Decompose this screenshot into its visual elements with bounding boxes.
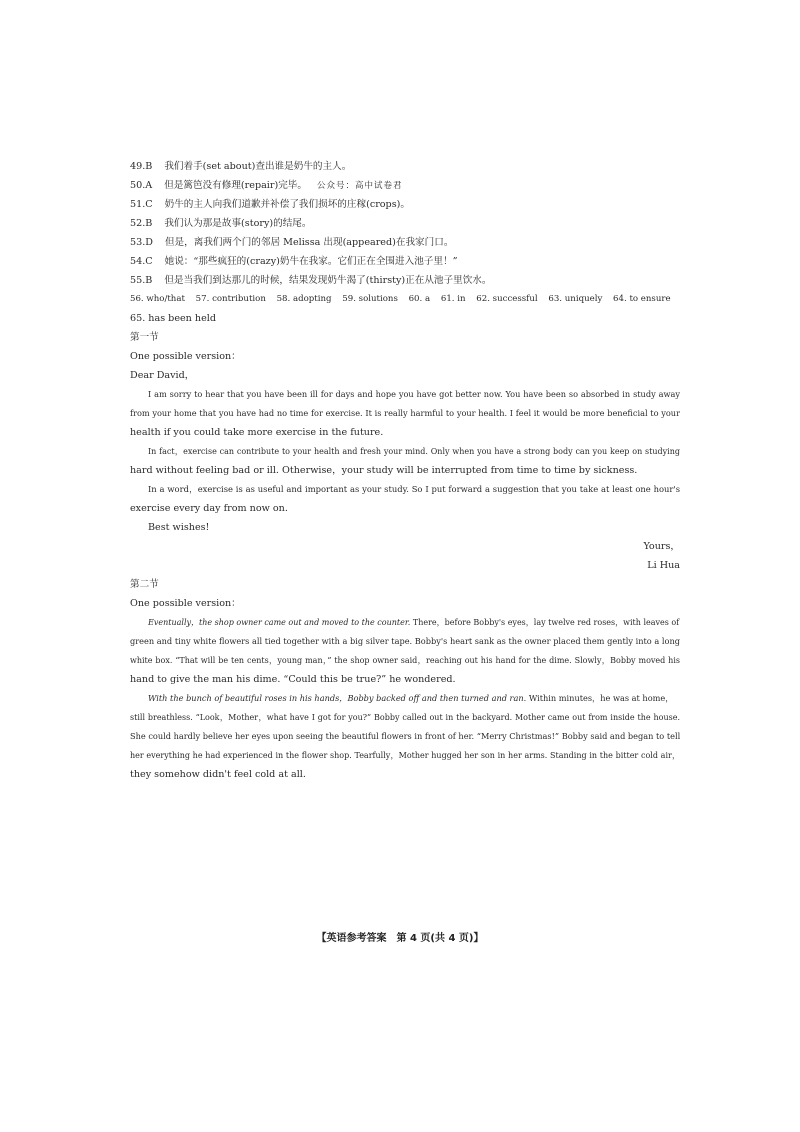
letter-p1-line: health if you could take more exercise in the future. <box>130 427 384 438</box>
letter-p1-line: I am sorry to hear that you have been ill for days and hope you have got better now. You have been so absorbed in study away <box>148 389 680 399</box>
section2-heading: 第二节 <box>130 579 159 590</box>
section2-version: One possible version： <box>130 598 241 609</box>
letter-greeting: Dear David， <box>130 370 195 381</box>
answer-explanation: 她说：“那些疯狂的(crazy)奶牛在我家。它们正在全围进入池子里！” <box>164 256 458 267</box>
story-p2-line: they somehow didn't feel cold at all. <box>130 769 306 780</box>
blank-answer-65: 65. has been held <box>130 313 216 324</box>
blank-answer: 56. who/that <box>130 294 185 304</box>
section1-version: One possible version： <box>130 351 241 362</box>
story-p2-line: She could hardly believe her eyes upon seeing the beautiful flowers in front of her. “Merry Christmas!” Bobby said and began to tell <box>130 731 680 741</box>
answer-number: 55.B <box>130 275 153 286</box>
answer-explanation: 但是当我们到达那儿的时候，结果发现奶牛渴了(thirsty)正在从池子里饮水。 <box>164 275 492 286</box>
answer-line-51 <box>130 198 680 211</box>
answer-number: 52.B <box>130 218 153 229</box>
letter-sign-name: Li Hua <box>647 560 680 571</box>
story-p2-line: still breathless. “Look，Mother，what have I got for you?” Bobby called out in the backyard. Mother came out from inside the house. <box>130 713 680 722</box>
blank-answer: 60. a <box>408 294 431 304</box>
story-given-sentence: With the bunch of beautiful roses in his hands，Bobby backed off and then turned and ran. <box>148 693 527 703</box>
answer-line-52 <box>130 217 680 230</box>
blank-answer: 63. uniquely <box>548 294 603 304</box>
letter-p1-line: from your home that you have had no time for exercise. It is really harmful to your health. I feel it would be more beneficial to your <box>130 408 680 418</box>
story-p1-line: white box. “That will be ten cents，young man，” the shop owner said，reaching out his hand for the dime. Slowly，Bobby moved his <box>130 656 680 665</box>
story-p2-line <box>148 692 680 705</box>
answer-number: 51.C <box>130 199 153 210</box>
letter-p3-line: In a word，exercise is as useful and important as your study. So I put forward a suggestion that you take at least one hour's <box>148 484 680 494</box>
story-p1-line <box>148 616 680 629</box>
story-p1-line: green and tiny white flowers all tied together with a big silver tape. Bobby's heart sank as the owner placed them gently into a long <box>130 636 680 646</box>
answer-number: 54.C <box>130 256 153 267</box>
answer-line-50 <box>130 179 680 193</box>
blank-answer: 62. successful <box>476 294 538 304</box>
letter-p2-line: In fact，exercise can contribute to your health and fresh your mind. Only when you have a strong body can you keep on studying <box>148 447 680 456</box>
answer-explanation: 我们着手(set about)查出谁是奶牛的主人。 <box>164 161 352 172</box>
answer-number: 53.D <box>130 237 153 248</box>
blank-answer: 61. in <box>440 294 466 304</box>
story-given-sentence: Eventually，the shop owner came out and moved to the counter. <box>148 618 411 627</box>
answer-number: 50.A <box>130 180 153 191</box>
letter-sign-yours: Yours， <box>643 541 680 552</box>
story-p1-line: hand to give the man his dime. “Could this be true?” he wondered. <box>130 674 456 685</box>
answer-explanation: 但是篱笆没有修理(repair)完毕。 <box>164 180 307 191</box>
blank-answer: 58. adopting <box>276 294 332 304</box>
blank-answer: 59. solutions <box>342 294 398 304</box>
letter-closing: Best wishes! <box>148 522 210 533</box>
story-p2-line: her everything he had experienced in the flower shop. Tearfully，Mother hugged her son in her arms. Standing in the bitter cold air， <box>130 751 680 760</box>
section1-heading: 第一节 <box>130 332 159 343</box>
letter-p3-line: exercise every day from now on. <box>130 503 288 514</box>
story-text: Within minutes，he was at home， <box>526 693 674 703</box>
answer-explanation: 我们认为那是故事(story)的结尾。 <box>164 218 312 229</box>
answer-line-55 <box>130 274 680 287</box>
letter-p2-line: hard without feeling bad or ill. Otherwise，your study will be interrupted from time to time by sickness. <box>130 465 638 476</box>
blank-answers-line <box>130 293 680 306</box>
answer-line-54 <box>130 255 680 268</box>
blank-answer: 64. to ensure <box>613 294 671 304</box>
answer-explanation: 但是，离我们两个门的邻居 Melissa 出现(appeared)在我家门口。 <box>164 237 454 248</box>
answer-number: 49.B <box>130 161 153 172</box>
answer-line-49 <box>130 160 680 173</box>
story-text: There，before Bobby's eyes，lay twelve red roses，with leaves of <box>410 618 680 627</box>
watermark-text: 公众号：高中试卷君 <box>316 181 403 191</box>
answer-line-53 <box>130 236 680 249</box>
blank-answer: 57. contribution <box>195 294 266 304</box>
page-footer: 【英语参考答案 第 4 页(共 4 页)】 <box>316 933 484 944</box>
answer-explanation: 奶牛的主人向我们道歉并补偿了我们损坏的庄稼(crops)。 <box>164 199 410 210</box>
